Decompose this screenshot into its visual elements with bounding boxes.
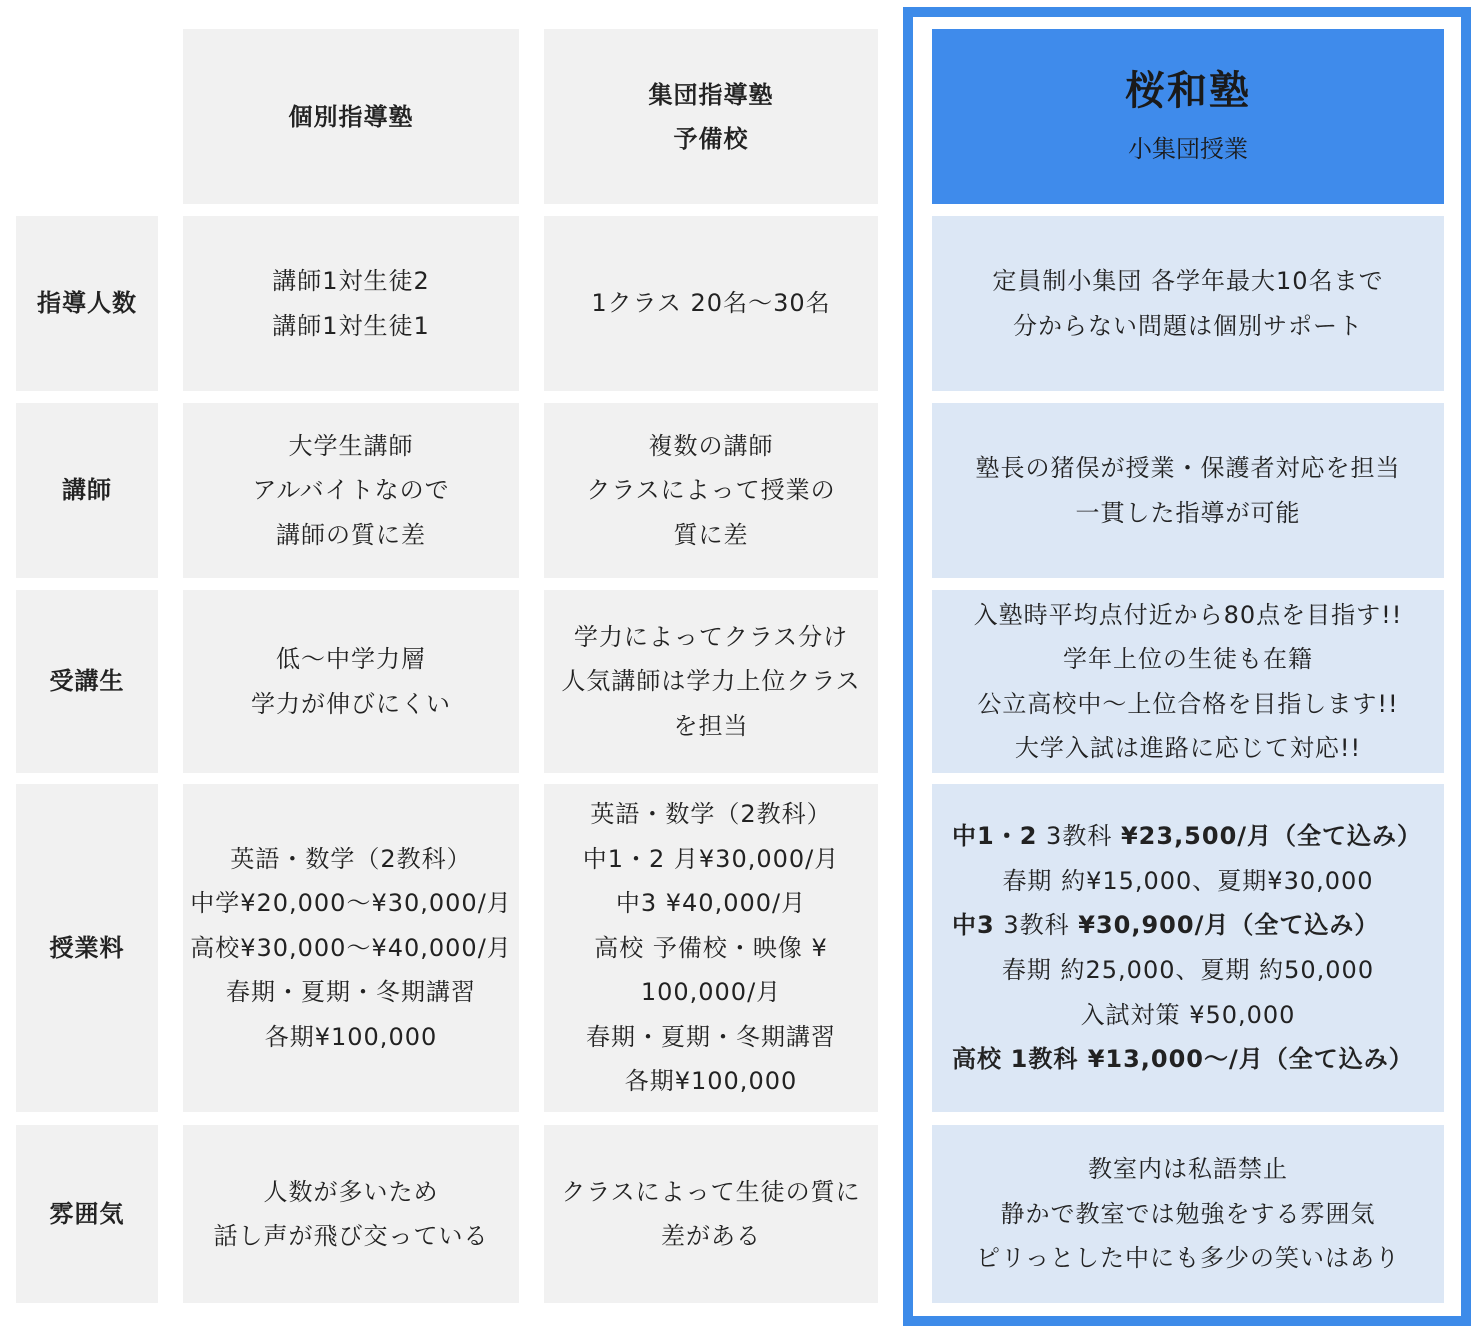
cell-text: 1クラス 20名〜30名 bbox=[591, 289, 831, 318]
cell-featured-atmosphere bbox=[932, 1125, 1444, 1303]
cell-text: 各期¥100,000 bbox=[264, 1022, 438, 1051]
cell-text: 大学生講師 bbox=[288, 431, 414, 460]
cell-text: 100,000/月 bbox=[640, 978, 782, 1007]
cell-kobetsu-teacher bbox=[183, 403, 519, 578]
cell-text: 複数の講師 bbox=[648, 431, 774, 460]
cell-text: 一貫した指導が可能 bbox=[1075, 498, 1301, 527]
cell-text: 人数が多いため bbox=[263, 1177, 439, 1206]
cell-text: 講師1対生徒1 bbox=[272, 311, 430, 340]
cell-text: ピリっとした中にも多少の笑いはあり bbox=[975, 1244, 1401, 1273]
cell-text: 大学入試は進路に応じて対応!! bbox=[1014, 734, 1362, 762]
cell-featured-students bbox=[932, 590, 1444, 773]
cell-text: 春期・夏期・冬期講習 bbox=[226, 978, 476, 1007]
grade-label: 中1・2 bbox=[952, 822, 1038, 851]
cell-text: 講師の質に差 bbox=[276, 520, 426, 549]
grade-label: 中3 bbox=[952, 911, 995, 940]
cell-text: 分からない問題は個別サポート bbox=[1013, 311, 1363, 340]
cell-text: 公立高校中〜上位合格を目指します!! bbox=[977, 689, 1399, 718]
cell-text: 塾長の猪俣が授業・保護者対応を担当 bbox=[975, 454, 1401, 482]
cell-text: 春期 約25,000、夏期 約50,000 bbox=[1001, 956, 1375, 984]
column-header-label: 予備校 bbox=[673, 124, 749, 153]
cell-kobetsu-students bbox=[183, 590, 519, 773]
cell-text: クラスによって生徒の質に bbox=[561, 1177, 861, 1206]
column-header-kobetsu bbox=[183, 29, 519, 204]
cell-shudan-tuition bbox=[544, 784, 878, 1112]
cell-featured-instruction-size bbox=[932, 216, 1444, 391]
featured-fee-list bbox=[932, 814, 1444, 1082]
cell-text: 高校¥30,000〜¥40,000/月 bbox=[190, 933, 512, 962]
subjects-label: 3教科 bbox=[1046, 822, 1113, 851]
cell-text: 英語・数学（2教科） bbox=[230, 844, 472, 873]
cell-text: 差がある bbox=[661, 1222, 761, 1250]
cell-text: 学年上位の生徒も在籍 bbox=[1063, 645, 1313, 673]
row-label-students bbox=[16, 590, 158, 773]
row-label-text: 講師 bbox=[62, 476, 112, 505]
cell-text: 中学¥20,000〜¥30,000/月 bbox=[190, 889, 512, 918]
column-header-featured bbox=[932, 29, 1444, 204]
cell-featured-tuition bbox=[932, 784, 1444, 1112]
cell-text: 学力が伸びにくい bbox=[251, 689, 451, 718]
row-label-text: 雰囲気 bbox=[49, 1199, 125, 1228]
cell-text: 教室内は私語禁止 bbox=[1088, 1155, 1288, 1184]
cell-text: 静かで教室では勉強をする雰囲気 bbox=[1000, 1199, 1376, 1228]
cell-text: 高校 予備校・映像 ¥ bbox=[594, 933, 828, 962]
row-label-text: 指導人数 bbox=[37, 289, 137, 318]
fee-line-high-school bbox=[932, 1037, 1414, 1082]
cell-text: 定員制小集団 各学年最大10名まで bbox=[992, 267, 1384, 295]
cell-shudan-atmosphere bbox=[544, 1125, 878, 1303]
cell-kobetsu-instruction-size bbox=[183, 216, 519, 391]
cell-text: 人気講師は学力上位クラス bbox=[561, 667, 861, 696]
cell-text: 春期 約¥15,000、夏期¥30,000 bbox=[1002, 866, 1374, 895]
subjects-label: 3教科 bbox=[1003, 911, 1070, 940]
price-label: ¥23,500/月（全て込み） bbox=[1120, 822, 1423, 851]
featured-subtitle: 小集団授業 bbox=[1128, 134, 1248, 163]
row-label-teacher bbox=[16, 403, 158, 578]
cell-text: 学力によってクラス分け bbox=[573, 622, 849, 651]
cell-text: 各期¥100,000 bbox=[624, 1067, 798, 1096]
cell-text: 入塾時平均点付近から80点を目指す!! bbox=[973, 600, 1403, 629]
cell-featured-teacher bbox=[932, 403, 1444, 578]
row-label-atmosphere bbox=[16, 1125, 158, 1303]
fee-line-junior3 bbox=[932, 903, 1379, 948]
cell-text: 入試対策 ¥50,000 bbox=[1080, 1000, 1296, 1029]
cell-text: 低〜中学力層 bbox=[276, 645, 426, 673]
cell-shudan-students bbox=[544, 590, 878, 773]
cell-kobetsu-tuition bbox=[183, 784, 519, 1112]
price-label: ¥30,900/月（全て込み） bbox=[1078, 911, 1380, 940]
cell-text: アルバイトなので bbox=[252, 476, 450, 505]
cell-text: 中3 ¥40,000/月 bbox=[615, 889, 807, 918]
column-header-shudan bbox=[544, 29, 878, 204]
price-label: 1教科 ¥13,000〜/月（全て込み） bbox=[1010, 1045, 1414, 1074]
cell-text: を担当 bbox=[673, 711, 749, 740]
row-label-text: 受講生 bbox=[49, 667, 125, 696]
cell-text: 質に差 bbox=[673, 520, 749, 549]
cell-text: 英語・数学（2教科） bbox=[590, 800, 832, 829]
row-label-tuition bbox=[16, 784, 158, 1112]
row-label-instruction-size bbox=[16, 216, 158, 391]
cell-shudan-teacher bbox=[544, 403, 878, 578]
cell-text: 春期・夏期・冬期講習 bbox=[586, 1022, 836, 1051]
featured-title: 桜和塾 bbox=[1125, 67, 1251, 114]
cell-text: クラスによって授業の bbox=[586, 476, 836, 505]
cell-shudan-instruction-size bbox=[544, 216, 878, 391]
column-header-label: 個別指導塾 bbox=[288, 102, 414, 131]
cell-text: 講師1対生徒2 bbox=[272, 267, 430, 295]
row-label-text: 授業料 bbox=[49, 933, 125, 962]
cell-kobetsu-atmosphere bbox=[183, 1125, 519, 1303]
column-header-label: 集団指導塾 bbox=[648, 80, 774, 109]
cell-text: 中1・2 月¥30,000/月 bbox=[582, 844, 840, 873]
grade-label: 高校 bbox=[952, 1045, 1002, 1074]
cell-text: 話し声が飛び交っている bbox=[213, 1222, 489, 1250]
fee-line-junior12 bbox=[932, 814, 1422, 859]
